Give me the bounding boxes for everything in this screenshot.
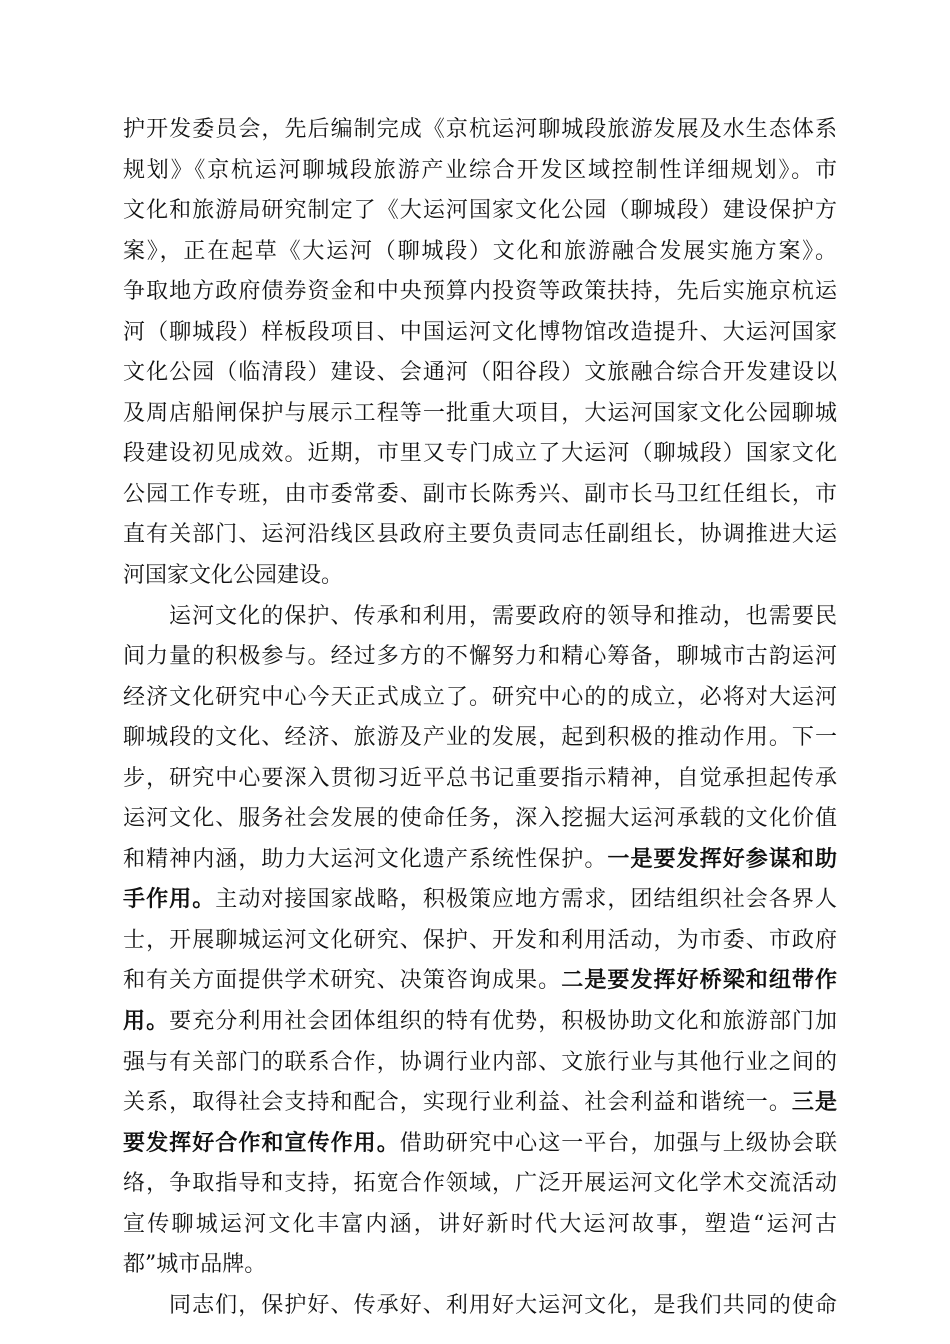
text-line — [123, 1164, 837, 1205]
text-segment: 宣传聊城运河文化丰富内涵，讲好新时代大运河故事，塑造“运河古 — [123, 1211, 837, 1237]
text-segment: 河（聊城段）样板段项目、中国运河文化博物馆改造提升、大运河国家 — [123, 319, 837, 345]
bold-text-segment: 手作用。 — [123, 887, 216, 913]
text-line — [123, 1002, 837, 1043]
text-segment: 直有关部门、运河沿线区县政府主要负责同志任副组长，协调推进大运 — [123, 522, 837, 548]
text-line — [123, 597, 837, 638]
text-segment: 及周店船闸保护与展示工程等一批重大项目，大运河国家文化公园聊城 — [123, 400, 837, 426]
text-segment: 步，研究中心要深入贯彻习近平总书记重要指示精神，自觉承担起传承 — [123, 765, 837, 791]
text-line — [123, 799, 837, 840]
text-segment: 聊城段的文化、经济、旅游及产业的发展，起到积极的推动作用。下一 — [123, 725, 837, 751]
text-segment: 借助研究中心这一平台，加强与上级协会联 — [399, 1130, 837, 1156]
text-line — [123, 272, 837, 313]
text-line — [123, 1043, 837, 1084]
text-line — [123, 556, 837, 597]
text-segment: 河国家文化公园建设。 — [123, 563, 344, 589]
text-line — [123, 515, 837, 556]
text-line — [123, 1124, 837, 1165]
text-line — [123, 313, 837, 354]
text-line — [123, 759, 837, 800]
text-line — [123, 475, 837, 516]
text-line — [123, 151, 837, 192]
text-segment: 规划》《京杭运河聊城段旅游产业综合开发区域控制性详细规划》。市 — [123, 157, 837, 183]
text-segment: 要充分利用社会团体组织的特有优势，积极协助文化和旅游部门加 — [169, 1009, 837, 1035]
text-segment: 间力量的积极参与。经过多方的不懈努力和精心筹备，聊城市古韵运河 — [123, 644, 837, 670]
text-segment: 都”城市品牌。 — [123, 1252, 267, 1278]
text-segment: 和精神内涵，助力大运河文化遗产系统性保护。 — [123, 846, 608, 872]
text-segment: 案》，正在起草《大运河（聊城段）文化和旅游融合发展实施方案》。 — [123, 238, 837, 264]
bold-text-segment: 一是要发挥好参谋和助 — [607, 846, 837, 872]
text-line — [123, 232, 837, 273]
bold-text-segment: 三是 — [791, 1090, 837, 1116]
text-segment: 文化公园（临清段）建设、会通河（阳谷段）文旅融合综合开发建设以 — [123, 360, 837, 386]
text-line — [123, 1245, 837, 1286]
text-segment: 争取地方政府债券资金和中央预算内投资等政策扶持，先后实施京杭运 — [123, 279, 837, 305]
text-line — [123, 840, 837, 881]
text-segment: 经济文化研究中心今天正式成立了。研究中心的的成立，必将对大运河 — [123, 684, 837, 710]
text-segment: 络，争取指导和支持，拓宽合作领域，广泛开展运河文化学术交流活动 — [123, 1171, 837, 1197]
text-line — [123, 880, 837, 921]
bold-text-segment: 二是要发挥好桥梁和纽带作 — [561, 968, 837, 994]
text-segment: 关系，取得社会支持和配合，实现行业利益、社会利益和谐统一。 — [123, 1090, 792, 1116]
bold-text-segment: 用。 — [123, 1009, 170, 1035]
text-line — [123, 110, 837, 151]
text-segment: 文化和旅游局研究制定了《大运河国家文化公园（聊城段）建设保护方 — [123, 198, 837, 224]
text-segment: 主动对接国家战略，积极策应地方需求，团结组织社会各界人 — [215, 887, 837, 913]
text-segment: 护开发委员会，先后编制完成《京杭运河聊城段旅游发展及水生态体系 — [123, 117, 837, 142]
text-segment: 段建设初见成效。近期，市里又专门成立了大运河（聊城段）国家文化 — [123, 441, 837, 467]
text-segment: 公园工作专班，由市委常委、副市长陈秀兴、副市长马卫红任组长，市 — [123, 481, 837, 507]
text-line — [123, 637, 837, 678]
text-line — [123, 1286, 837, 1327]
text-line — [123, 961, 837, 1002]
text-line — [123, 718, 837, 759]
text-line — [123, 394, 837, 435]
text-line — [123, 1205, 837, 1246]
text-segment: 士，开展聊城运河文化研究、保护、开发和利用活动，为市委、市政府 — [123, 927, 837, 953]
text-line — [123, 1083, 837, 1124]
bold-text-segment: 要发挥好合作和宣传作用。 — [123, 1130, 400, 1156]
text-segment: 运河文化、服务社会发展的使命任务，深入挖掘大运河承载的文化价值 — [123, 806, 837, 832]
text-segment: 同志们，保护好、传承好、利用好大运河文化，是我们共同的使命 — [169, 1292, 837, 1318]
text-line — [123, 353, 837, 394]
text-segment: 强与有关部门的联系合作，协调行业内部、文旅行业与其他行业之间的 — [123, 1049, 837, 1075]
text-line — [123, 678, 837, 719]
text-segment: 运河文化的保护、传承和利用，需要政府的领导和推动，也需要民 — [169, 603, 837, 629]
text-line — [123, 191, 837, 232]
text-line — [123, 921, 837, 962]
document-body — [123, 110, 837, 1326]
text-line — [123, 434, 837, 475]
text-segment: 和有关方面提供学术研究、决策咨询成果。 — [123, 968, 562, 994]
